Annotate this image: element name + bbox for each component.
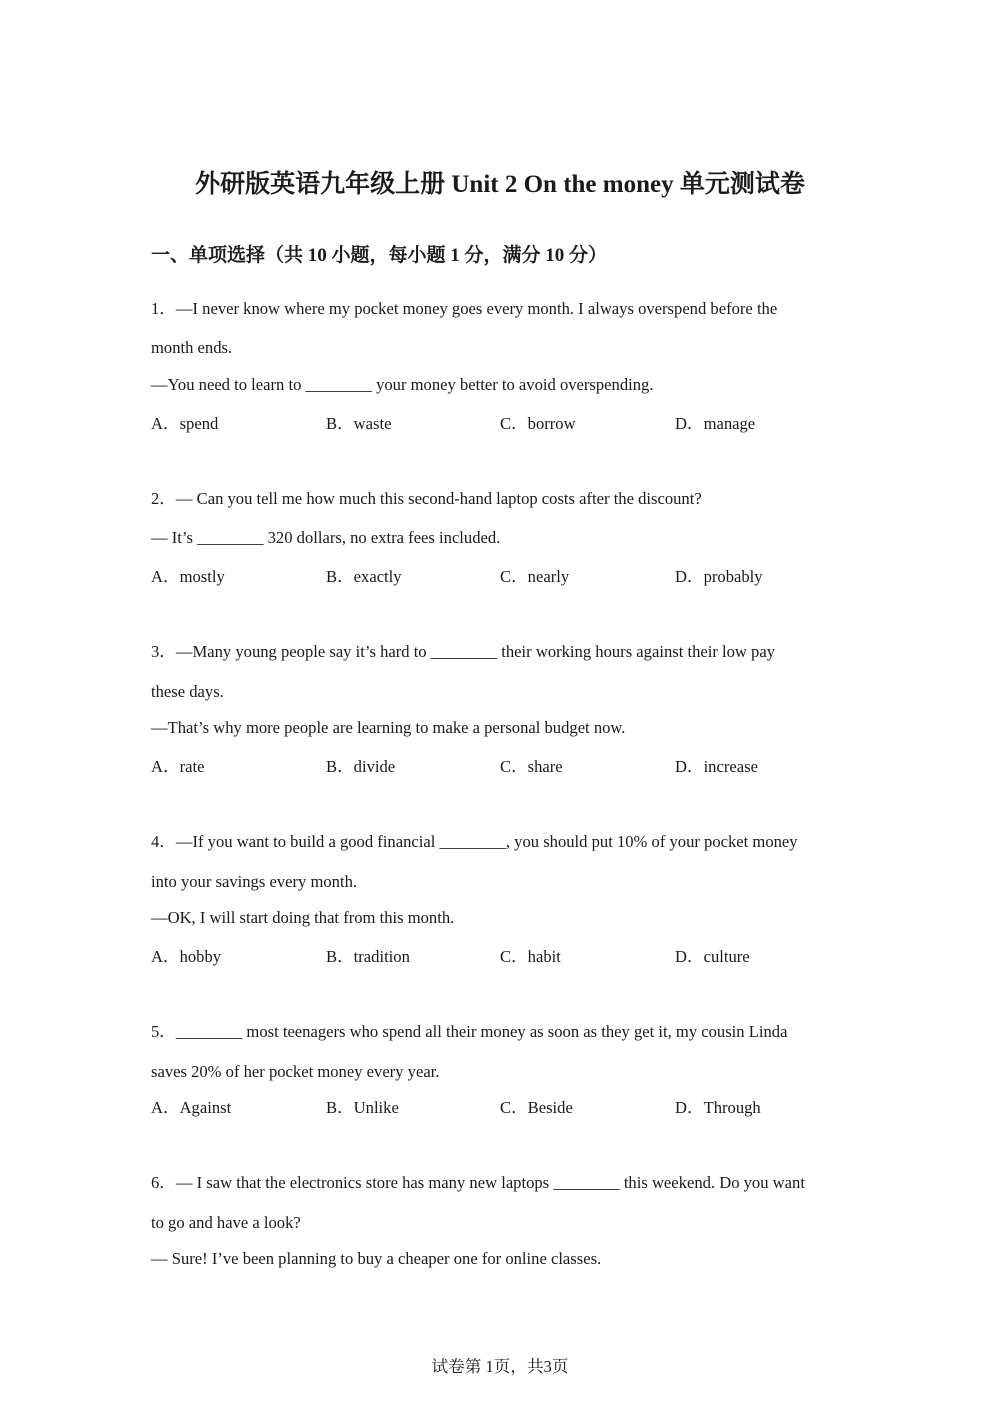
question-1-option-b: B．waste — [326, 414, 392, 433]
question-5-option-b: B．Unlike — [326, 1098, 399, 1117]
question-4-option-c: C．habit — [500, 947, 561, 966]
question-6-line-1: 6．— I saw that the electronics store has many new laptops ________ this weekend. Do you want — [151, 1173, 805, 1192]
question-4-line-2: into your savings every month. — [151, 872, 358, 891]
question-2-line-1: 2．— Can you tell me how much this second-hand laptop costs after the discount? — [151, 489, 702, 508]
question-4-option-b: B．tradition — [326, 947, 410, 966]
question-3-line-1: 3．—Many young people say it’s hard to ________ their working hours against their low pay — [151, 642, 776, 661]
question-4-option-a: A．hobby — [151, 947, 222, 966]
question-3-line-2: these days. — [151, 682, 224, 701]
question-6-line-2: to go and have a look? — [151, 1213, 301, 1232]
section-heading: 一、单项选择（共 10 小题，每小题 1 分，满分 10 分） — [151, 245, 608, 266]
question-6-line-3: — Sure! I’ve been planning to buy a cheaper one for online classes. — [151, 1249, 602, 1268]
question-2-option-b: B．exactly — [326, 567, 402, 586]
question-1-option-d: D．manage — [675, 414, 756, 433]
question-3-option-b: B．divide — [326, 757, 396, 776]
question-2-line-2: — It’s ________ 320 dollars, no extra fees included. — [151, 528, 501, 547]
question-1-line-3: —You need to learn to ________ your money better to avoid overspending. — [151, 375, 654, 394]
question-1-line-2: month ends. — [151, 338, 233, 357]
question-4-option-d: D．culture — [675, 947, 750, 966]
page-title: 外研版英语九年级上册 Unit 2 On the money 单元测试卷 — [195, 171, 805, 198]
question-5-line-1: 5．________ most teenagers who spend all their money as soon as they get it, my cousin Linda — [151, 1022, 788, 1041]
question-3-option-a: A．rate — [151, 757, 205, 776]
question-2-option-a: A．mostly — [151, 567, 225, 586]
page-footer: 试卷第 1页，共3页 — [431, 1357, 569, 1376]
question-2-option-c: C．nearly — [500, 567, 570, 586]
question-5-option-c: C．Beside — [500, 1098, 573, 1117]
question-4-line-1: 4．—If you want to build a good financial ________, you should put 10% of your pocket money — [151, 832, 798, 851]
question-4-line-3: —OK, I will start doing that from this month. — [151, 908, 455, 927]
question-5-option-a: A．Against — [151, 1098, 232, 1117]
question-5-option-d: D．Through — [675, 1098, 761, 1117]
question-2-option-d: D．probably — [675, 567, 763, 586]
question-1-option-c: C．borrow — [500, 414, 576, 433]
question-3-option-d: D．increase — [675, 757, 758, 776]
question-3-line-3: —That’s why more people are learning to make a personal budget now. — [151, 718, 626, 737]
question-5-line-2: saves 20% of her pocket money every year. — [151, 1062, 440, 1081]
question-1-option-a: A．spend — [151, 414, 219, 433]
question-1-line-1: 1．—I never know where my pocket money goes every month. I always overspend before the — [151, 299, 778, 318]
question-3-option-c: C．share — [500, 757, 563, 776]
